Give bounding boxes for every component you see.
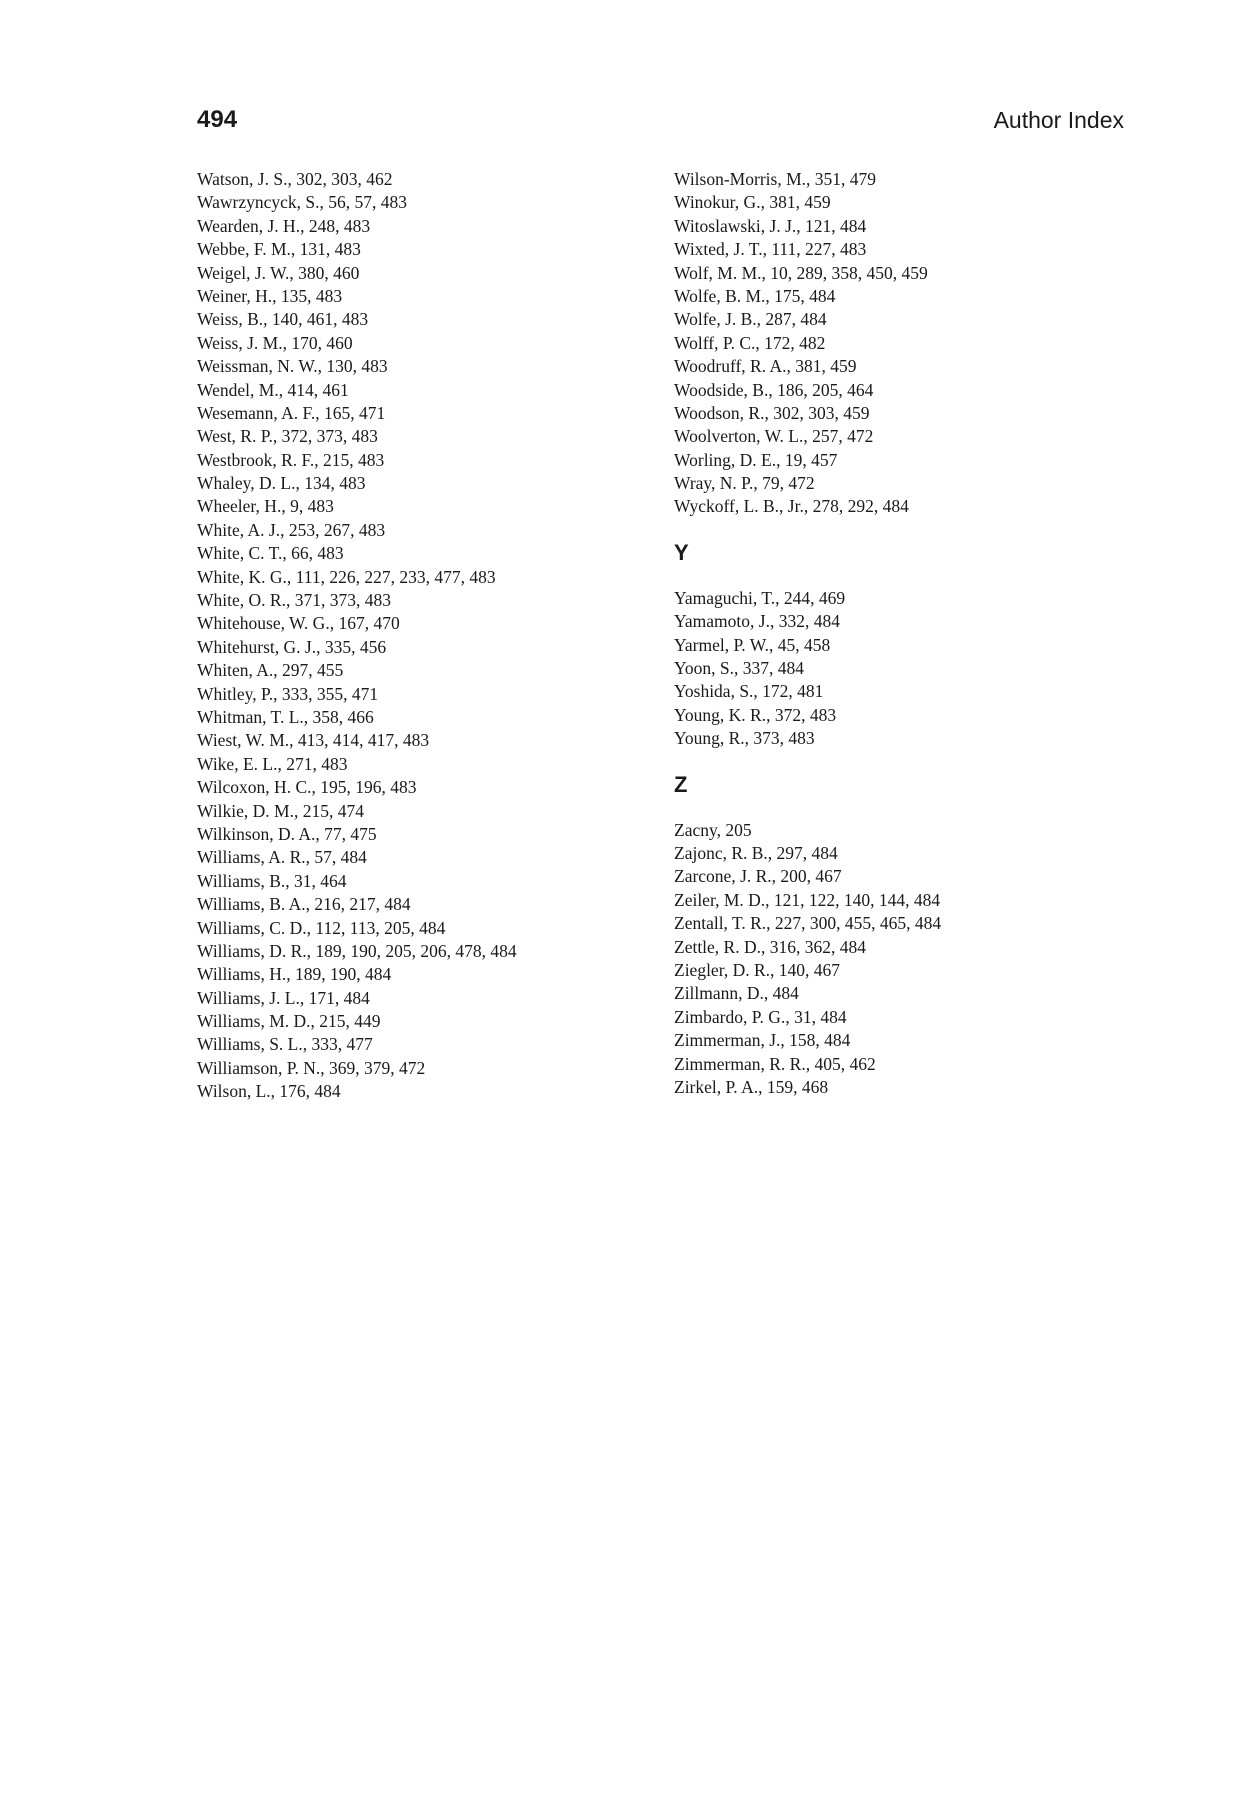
index-entry: Yoshida, S., 172, 481 [674, 681, 824, 702]
index-entry: Williams, D. R., 189, 190, 205, 206, 478, 484 [197, 940, 517, 961]
index-entry: Zeiler, M. D., 121, 122, 140, 144, 484 [674, 889, 941, 910]
index-entry: Wike, E. L., 271, 483 [197, 753, 348, 774]
index-entry: Williams, B., 31, 464 [197, 870, 347, 891]
index-entry: Wesemann, A. F., 165, 471 [197, 402, 386, 423]
index-entry: Whitehouse, W. G., 167, 470 [197, 613, 400, 634]
index-entry: Wolfe, J. B., 287, 484 [674, 309, 827, 330]
index-entry: Zentall, T. R., 227, 300, 455, 465, 484 [674, 913, 942, 934]
index-entry: Williams, A. R., 57, 484 [197, 847, 367, 868]
index-entry: Weiner, H., 135, 483 [197, 285, 343, 306]
page-number: 494 [197, 106, 238, 133]
index-entry: Young, K. R., 372, 483 [674, 704, 837, 725]
index-entry: Wolff, P. C., 172, 482 [674, 332, 826, 353]
index-entry: Whitley, P., 333, 355, 471 [197, 683, 379, 704]
index-entry: Weissman, N. W., 130, 483 [197, 356, 388, 377]
index-entry: Wilkinson, D. A., 77, 475 [197, 823, 377, 844]
index-entry: Zimbardo, P. G., 31, 484 [674, 1006, 847, 1027]
index-entry: Wawrzyncyck, S., 56, 57, 483 [197, 192, 408, 213]
index-entry: Weiss, J. M., 170, 460 [197, 332, 353, 353]
index-entry: White, K. G., 111, 226, 227, 233, 477, 483 [197, 566, 496, 587]
index-entry: West, R. P., 372, 373, 483 [197, 426, 378, 447]
index-entry: Wilson-Morris, M., 351, 479 [674, 169, 877, 189]
index-entry: Yoon, S., 337, 484 [674, 658, 804, 679]
index-entry: Woodson, R., 302, 303, 459 [674, 402, 870, 423]
index-entry: Williams, J. L., 171, 484 [197, 987, 370, 1008]
index-entry: Weigel, J. W., 380, 460 [197, 262, 360, 283]
index-entry: Whitman, T. L., 358, 466 [197, 706, 374, 727]
index-entry: Williams, C. D., 112, 113, 205, 484 [197, 917, 446, 938]
index-entry: Yamamoto, J., 332, 484 [674, 611, 840, 632]
index-entry: Watson, J. S., 302, 303, 462 [197, 169, 393, 189]
index-entry: Williamson, P. N., 369, 379, 472 [197, 1057, 426, 1078]
index-entry: Ziegler, D. R., 140, 467 [674, 959, 841, 980]
index-entry: Wiest, W. M., 413, 414, 417, 483 [197, 730, 430, 751]
index-entry: Witoslawski, J. J., 121, 484 [674, 215, 867, 236]
index-entry: Williams, S. L., 333, 477 [197, 1034, 373, 1055]
index-entry: Whitehurst, G. J., 335, 456 [197, 636, 387, 657]
index-entry: Wolf, M. M., 10, 289, 358, 450, 459 [674, 262, 928, 283]
index-entry: Zarcone, J. R., 200, 467 [674, 866, 842, 887]
index-entry: Young, R., 373, 483 [674, 728, 815, 749]
index-entry: Wilson, L., 176, 484 [197, 1081, 341, 1102]
index-entry: Zettle, R. D., 316, 362, 484 [674, 936, 866, 957]
index-entry: Zajonc, R. B., 297, 484 [674, 842, 838, 863]
index-entry: Wearden, J. H., 248, 483 [197, 215, 371, 236]
index-entry: Williams, M. D., 215, 449 [197, 1011, 381, 1032]
index-entry: Wixted, J. T., 111, 227, 483 [674, 239, 867, 260]
section-heading-z: Z [674, 771, 688, 797]
index-entry: Williams, B. A., 216, 217, 484 [197, 894, 411, 915]
right-column [674, 168, 1124, 1099]
index-entry: Wheeler, H., 9, 483 [197, 496, 334, 517]
index-entry: Zacny, 205 [674, 819, 752, 840]
index-entry: White, O. R., 371, 373, 483 [197, 590, 391, 611]
index-entry: Woodruff, R. A., 381, 459 [674, 356, 857, 377]
index-entry: Zirkel, P. A., 159, 468 [674, 1076, 829, 1097]
index-entry: Zillmann, D., 484 [674, 983, 799, 1004]
index-entry: Woodside, B., 186, 205, 464 [674, 379, 874, 400]
index-entry: Zimmerman, J., 158, 484 [674, 1030, 851, 1051]
index-entry: White, A. J., 253, 267, 483 [197, 519, 386, 540]
index-entry: Weiss, B., 140, 461, 483 [197, 309, 369, 330]
index-entry: Whaley, D. L., 134, 483 [197, 473, 366, 494]
index-entry: Woolverton, W. L., 257, 472 [674, 426, 874, 447]
index-entry: Wilkie, D. M., 215, 474 [197, 800, 364, 821]
index-entry: Whiten, A., 297, 455 [197, 660, 344, 681]
section-heading-y: Y [674, 539, 689, 565]
index-entry: Wolfe, B. M., 175, 484 [674, 285, 836, 306]
index-entry: Wendel, M., 414, 461 [197, 379, 349, 400]
left-column [197, 168, 647, 1104]
index-entry: Wyckoff, L. B., Jr., 278, 292, 484 [674, 496, 909, 517]
index-entry: Wray, N. P., 79, 472 [674, 473, 815, 494]
index-entry: Zimmerman, R. R., 405, 462 [674, 1053, 876, 1074]
index-entry: Westbrook, R. F., 215, 483 [197, 449, 385, 470]
index-entry: Yamaguchi, T., 244, 469 [674, 587, 846, 608]
index-entry: White, C. T., 66, 483 [197, 543, 344, 564]
index-entry: Webbe, F. M., 131, 483 [197, 239, 361, 260]
index-entry: Yarmel, P. W., 45, 458 [674, 634, 831, 655]
index-entry: Worling, D. E., 19, 457 [674, 449, 838, 470]
running-head: Author Index [993, 107, 1124, 133]
index-entry: Williams, H., 189, 190, 484 [197, 964, 392, 985]
index-entry: Winokur, G., 381, 459 [674, 192, 831, 213]
index-entry: Wilcoxon, H. C., 195, 196, 483 [197, 777, 417, 798]
